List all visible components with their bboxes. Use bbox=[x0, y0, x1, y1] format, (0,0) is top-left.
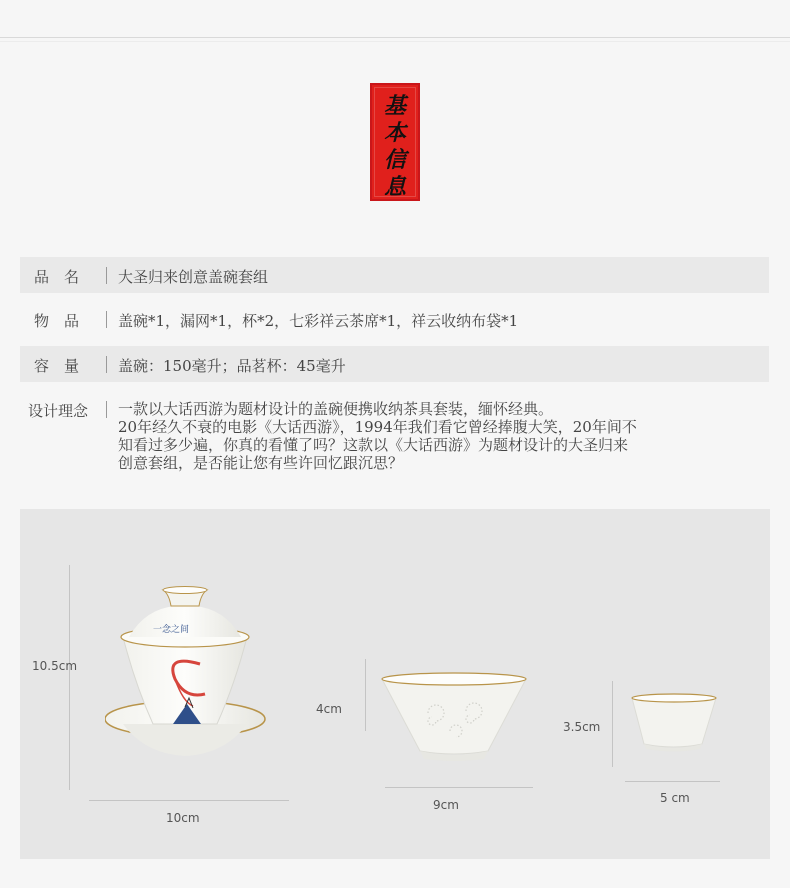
top-divider-secondary bbox=[0, 41, 790, 42]
info-row-items bbox=[20, 301, 769, 337]
info-row-name bbox=[20, 257, 769, 293]
section-title-seal bbox=[370, 83, 420, 201]
info-value-design bbox=[118, 400, 748, 472]
strainer-height-label: 4cm bbox=[316, 702, 342, 716]
strainer-width-label: 9cm bbox=[433, 798, 459, 812]
info-value-name: 大圣归来创意盖碗套组 bbox=[118, 268, 269, 286]
gaiwan-height-label: 10.5cm bbox=[32, 659, 78, 673]
gaiwan-width-label: 10cm bbox=[166, 811, 200, 825]
info-separator bbox=[106, 401, 107, 418]
seal-char-3: 信 bbox=[383, 147, 406, 173]
design-line-3: 知看过多少遍，你真的看懂了吗？这款以《大话西游》为题材设计的大圣归来 bbox=[118, 436, 629, 454]
info-label-design: 设计理念 bbox=[28, 402, 89, 420]
product-dimensions-panel bbox=[20, 509, 770, 859]
seal-char-4: 息 bbox=[383, 174, 406, 200]
cup-width-line bbox=[625, 781, 720, 782]
gaiwan-image bbox=[105, 584, 275, 764]
cup-width-label: 5 cm bbox=[660, 791, 690, 805]
cup-height-line bbox=[612, 681, 613, 767]
info-value-capacity: 盖碗：150毫升；品茗杯：45毫升 bbox=[118, 357, 346, 375]
gaiwan-width-line bbox=[89, 800, 289, 801]
cup-height-label: 3.5cm bbox=[563, 720, 601, 734]
info-label-items: 物 品 bbox=[34, 312, 80, 330]
info-label-name: 品 名 bbox=[34, 268, 80, 286]
seal-char-2: 本 bbox=[383, 120, 406, 146]
cup-image bbox=[630, 692, 720, 752]
strainer-height-line bbox=[365, 659, 366, 731]
seal-char-1: 基 bbox=[383, 93, 406, 119]
info-separator bbox=[106, 356, 107, 373]
design-line-1: 一款以大话西游为题材设计的盖碗便携收纳茶具套装，缅怀经典。 bbox=[118, 400, 554, 418]
info-separator bbox=[106, 311, 107, 328]
strainer-image bbox=[380, 671, 528, 761]
info-label-capacity: 容 量 bbox=[34, 357, 80, 375]
info-row-capacity bbox=[20, 346, 769, 382]
design-line-2: 20年经久不衰的电影《大话西游》，1994年我们看它曾经捧腹大笑，20年间不 bbox=[118, 418, 637, 436]
strainer-width-line bbox=[385, 787, 533, 788]
top-divider bbox=[0, 37, 790, 38]
info-separator bbox=[106, 267, 107, 284]
info-value-items: 盖碗*1，漏网*1，杯*2，七彩祥云茶席*1，祥云收纳布袋*1 bbox=[118, 312, 519, 330]
gaiwan-lid-calligraphy: 一念之间 bbox=[153, 625, 190, 635]
gaiwan-height-line bbox=[69, 565, 70, 790]
design-line-4: 创意套组，是否能让您有些许回忆跟沉思？ bbox=[118, 454, 404, 472]
